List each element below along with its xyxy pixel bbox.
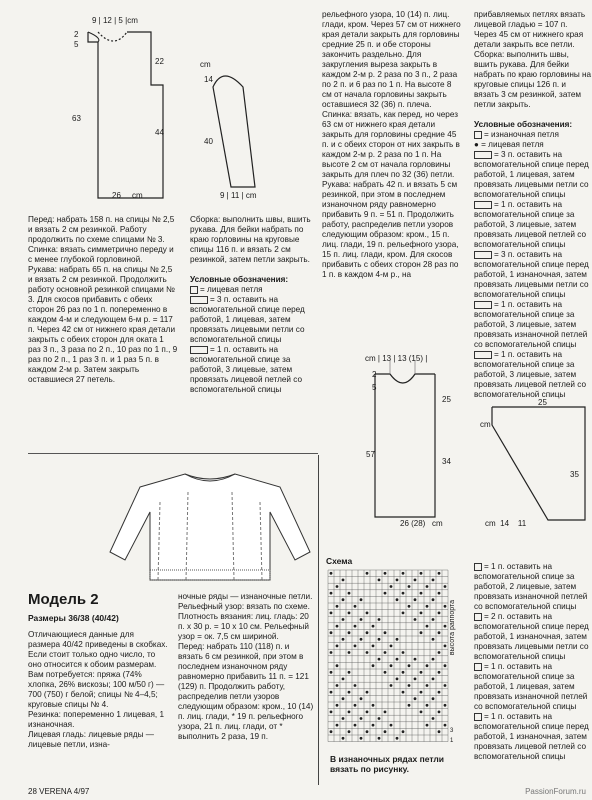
chart-knit-dot	[354, 704, 357, 707]
chart-knit-dot	[420, 631, 423, 634]
chart-knit-dot	[378, 737, 381, 740]
chart-knit-dot	[396, 678, 399, 681]
chart-knit-dot	[366, 691, 369, 694]
legend1-title: Условные обозначения:	[190, 275, 289, 284]
chart-knit-dot	[408, 704, 411, 707]
relief-pattern: Рельефный узор: вязать по схеме.	[178, 602, 310, 611]
chart-knit-dot	[414, 658, 417, 661]
chart-knit-dot	[426, 625, 429, 628]
model2-col2	[178, 592, 316, 742]
chart-knit-dot	[444, 605, 447, 608]
model-sizes: Размеры 36/38 (40/42)	[28, 613, 119, 623]
cable-back-icon	[474, 201, 492, 209]
chart-knit-dot	[330, 671, 333, 674]
front-top-labels: 9 | 12 | 5 |cm	[92, 16, 138, 25]
chart-knit-dot	[360, 618, 363, 621]
front-right-label-22: 22	[155, 57, 164, 66]
legend3-item-2: = 2 п. оставить на вспомогательной спице перед работой, 1 изнаночная, затем провязать лицевыми петли со вспомогательной спицы	[474, 612, 589, 661]
chart-knit-dot	[420, 612, 423, 615]
chart-knit-dot	[360, 737, 363, 740]
chart-knit-dot	[390, 585, 393, 588]
chart-knit-dot	[336, 704, 339, 707]
col3-top-text	[322, 10, 462, 280]
chart-knit-dot	[354, 605, 357, 608]
chart-knit-dot	[330, 651, 333, 654]
section-divider	[28, 453, 318, 454]
chart-knit-dot	[336, 625, 339, 628]
chart-knit-dot	[432, 618, 435, 621]
chart-knit-dot	[438, 572, 441, 575]
legend2-item-5: = 3 п. оставить на вспомогательной спице перед работой, 1 изнаночная, затем провязать лицевыми петли со вспомогательной спицы	[474, 250, 589, 299]
col1-top-text	[28, 215, 178, 385]
chart-knit-dot	[342, 697, 345, 700]
sleeves2-continued: прибавляемых петлях вязать лицевой гладью = 107 п. Через 45 см от нижнего края детали закрыть все петли.	[474, 10, 586, 49]
chart-knit-dot	[336, 605, 339, 608]
chart-knit-dot	[408, 585, 411, 588]
chart-knit-dot	[414, 579, 417, 582]
twist-left-icon	[474, 663, 482, 671]
chart-knit-dot	[438, 592, 441, 595]
chart-knit-dot	[414, 678, 417, 681]
sleeve2-right-label: 35	[570, 470, 579, 479]
chart-knit-dot	[330, 572, 333, 575]
chart-knit-dot	[432, 697, 435, 700]
chart-knit-dot	[444, 664, 447, 667]
row-number-3: 3	[450, 728, 454, 734]
chart-knit-dot	[444, 585, 447, 588]
materials: Вам потребуется: пряжа (74% хлопка, 26% вискозы; 100 м/50 г) — 700 (750) г белой; спицы № 4–4,5; круговые спицы № 4.	[28, 670, 165, 709]
chart-knit-dot	[432, 579, 435, 582]
cable-back-purl-icon	[474, 301, 492, 309]
legend2-item-3: = 3 п. оставить на вспомогательной спице перед работой, 1 лицевая, затем провязать лицевыми петли со вспомогательной спицы	[474, 150, 589, 199]
chart-knit-dot	[426, 605, 429, 608]
front2-left-label-57: 57	[366, 450, 375, 459]
legend3-item-3: = 1 п. оставить на вспомогательной спице за работой, 1 лицевая, затем провязать изнаночной петлей со вспомогательной спицы	[474, 662, 588, 711]
chart-knit-dot	[366, 612, 369, 615]
sleeves-instructions: Рукава: набрать 65 п. на спицы № 2,5 и вязать 2 см резинкой. Продолжить работу основной резинкой спицами № 3. Для скосов прибавить с обеих сторон 26 раз по 1 п. попеременно в каждом 4-м и следующем 6-м р. = 117 п. Через 42 см от нижнего края детали закрыть с обеих сторон для оката 1 раз 3 п., 3 раза по 2 п., 10 раз по 1 п., 9 раз по 2 п., 1 раз 3 п. и 1 раз 5 п. в каждом 2-м р. Затем закрыть оставшиеся 27 петель.	[28, 265, 178, 384]
sweater-illustration	[100, 462, 320, 587]
chart-knit-dot	[420, 592, 423, 595]
chart-knit-dot	[426, 684, 429, 687]
chart-knit-dot	[378, 658, 381, 661]
chart-knit-dot	[354, 645, 357, 648]
chart-knit-dot	[438, 612, 441, 615]
chart-knit-dot	[402, 651, 405, 654]
chart-knit-dot	[330, 592, 333, 595]
chart-knit-dot	[438, 671, 441, 674]
sleeve-label-40: 40	[204, 137, 213, 146]
chart-knit-dot	[348, 730, 351, 733]
sleeve-unit: cm	[200, 60, 211, 69]
chart-knit-dot	[372, 704, 375, 707]
chart-knit-dot	[330, 730, 333, 733]
chart-knit-dot	[342, 618, 345, 621]
assembly-instructions: Сборка: выполнить швы, вшить рукава. Для бейки набрать по краю горловины на круговые спицы 116 п. и вязать 2 см резинкой, затем петли закрыть.	[190, 215, 311, 264]
chart-knit-dot	[444, 724, 447, 727]
front2-right-label-25: 25	[442, 395, 451, 404]
chart-knit-dot	[396, 737, 399, 740]
cable-front-icon	[474, 151, 492, 159]
chart-knit-dot	[366, 651, 369, 654]
front-continued: рельефного узора, 10 (14) п. лиц. глади, кром. Через 57 см от нижнего края детали закрыть для горловины средние 25 п. и обе стороны закончить раздельно. Для закругления выреза закрыть в каждом 2-м р. 2 раза по 3 п., 2 раза по 2 п. и 6 раз по 1 п. На высоте 8 см от начала горловины закрыть оставшиеся 32 (36) п. плеча.	[322, 10, 461, 109]
chart-knit-dot	[366, 711, 369, 714]
chart-knit-dot	[438, 631, 441, 634]
chart-knit-dot	[360, 638, 363, 641]
schema-title: Схема	[326, 556, 353, 566]
chart-knit-dot	[402, 730, 405, 733]
chart-knit-dot	[342, 638, 345, 641]
front2-right-label-34: 34	[442, 457, 451, 466]
knit-dot-icon: ●	[474, 140, 479, 149]
chart-knit-dot	[348, 612, 351, 615]
chart-knit-dot	[372, 724, 375, 727]
front-pattern-diagram	[70, 10, 180, 210]
chart-knit-dot	[444, 684, 447, 687]
chart-knit-dot	[384, 671, 387, 674]
chart-knit-dot	[372, 645, 375, 648]
chart-knit-dot	[432, 658, 435, 661]
chart-knit-dot	[426, 704, 429, 707]
chart-knit-dot	[402, 612, 405, 615]
chart-knit-dot	[420, 671, 423, 674]
chart-knit-dot	[342, 598, 345, 601]
cable-front-purl-icon	[474, 251, 492, 259]
cable-back-knit-icon	[474, 351, 492, 359]
chart-knit-dot	[378, 638, 381, 641]
cross-right-purl-icon	[474, 613, 482, 621]
front-bottom-label: 26 cm	[112, 191, 143, 200]
chart-knit-dot	[432, 717, 435, 720]
legend1-item-2: = 3 п. оставить на вспомогательной спице перед работой, 1 лицевая, затем провязать лицевыми петли со вспомогательной спицы	[190, 295, 305, 344]
chart-knit-dot	[438, 711, 441, 714]
stitch-chart	[326, 568, 466, 748]
legend1-item-1: = лицевая петля	[190, 285, 315, 295]
repeat-height-label: высота раппорта	[449, 600, 456, 656]
front2-left-label-5: 5	[372, 383, 377, 392]
chart-knit-dot	[330, 711, 333, 714]
front2-top-labels: cm | 13 | 13 (15) |	[365, 354, 428, 363]
chart-knit-dot	[336, 645, 339, 648]
chart-knit-dot	[330, 691, 333, 694]
col2-top-text	[190, 215, 315, 395]
chart-knit-dot	[438, 691, 441, 694]
chart-knit-dot	[426, 724, 429, 727]
chart-knit-dot	[414, 598, 417, 601]
chart-knit-dot	[354, 684, 357, 687]
chart-knit-dot	[408, 605, 411, 608]
front-left-label-2: 2	[74, 30, 79, 39]
chart-knit-dot	[408, 664, 411, 667]
chart-knit-dot	[396, 658, 399, 661]
chart-knit-dot	[426, 664, 429, 667]
gauge: Плотность вязания: лиц. гладь: 20 п. х 30 р. = 10 х 10 см. Рельефный узор = ок. 7,5 см шириной.	[178, 612, 309, 641]
chart-knit-dot	[354, 625, 357, 628]
legend3-item-1: = 1 п. оставить на вспомогательной спице за работой, 2 лицевые, затем провязать изнаночной петлей со вспомогательной спицы	[474, 562, 588, 611]
chart-knit-dot	[342, 717, 345, 720]
chart-knit-dot	[390, 645, 393, 648]
chart-knit-dot	[384, 651, 387, 654]
chart-knit-dot	[378, 717, 381, 720]
legend2-item-1: = изнаночная петля	[474, 130, 592, 140]
chart-knit-dot	[396, 598, 399, 601]
chart-knit-dot	[360, 598, 363, 601]
sleeve-bottom-labels: 9 | 11 | cm	[220, 191, 257, 200]
chart-knit-dot	[402, 691, 405, 694]
front-left-label-5: 5	[74, 40, 79, 49]
chart-knit-dot	[402, 592, 405, 595]
chart-knit-dot	[348, 691, 351, 694]
back2-instructions: Спинка: вязать, как перед, но через 63 см от нижнего края детали закрыть для горловины средние 45 п. и с обеих сторон от них закрыть в каждом 2-м р. 2 раза по 1 п. На высоте 2 см от начала горловины закрыть для плеч по 32 (36) петли.	[322, 110, 460, 179]
legend2-item-4: = 1 п. оставить на вспомогательной спице за работой, 3 лицевые, затем провязать лицевой петлей со вспомогательной спицы	[474, 200, 587, 249]
front2-bottom-label: 26 (28) cm	[400, 519, 443, 528]
column-divider	[318, 455, 319, 785]
chart-knit-dot	[384, 572, 387, 575]
chart-knit-dot	[414, 697, 417, 700]
chart-knit-dot	[348, 651, 351, 654]
chart-knit-dot	[348, 671, 351, 674]
chart-knit-dot	[366, 730, 369, 733]
chart-knit-dot	[384, 631, 387, 634]
chart-knit-dot	[402, 572, 405, 575]
chart-knit-dot	[396, 579, 399, 582]
chart-knit-dot	[378, 618, 381, 621]
chart-knit-dot	[432, 598, 435, 601]
sleeves2-instructions: Рукава: набрать 42 п. и вязать 5 см резинкой, при этом в последнем изнаночном ряду равномерно прибавить 9 п. = 51 п. Продолжить работу, распределив петли узоров следующим образом: кром., 15 п. лиц. глади, 19 п. рельефного узора, 15 п. лиц. глади, кром. Для скосов прибавить с обеих сторон 28 раз по 1 п. в каждом 4-м р., на	[322, 180, 459, 279]
cable-back-icon	[190, 346, 208, 354]
chart-knit-dot	[372, 625, 375, 628]
chart-knit-dot	[438, 651, 441, 654]
chart-knit-dot	[342, 579, 345, 582]
chart-knit-dot	[426, 585, 429, 588]
front-instructions: Перед: набрать 158 п. на спицы № 2,5 и вязать 2 см резинкой. Работу продолжить по схеме спицами № 3.	[28, 215, 175, 244]
chart-knit-dot	[348, 592, 351, 595]
chart-knit-dot	[366, 572, 369, 575]
front2-pattern-diagram	[335, 352, 455, 532]
chart-knit-dot	[396, 638, 399, 641]
legend3	[474, 562, 592, 762]
sleeve2-unit: cm	[480, 420, 491, 429]
back-instructions: Спинка: вязать симметрично переду и с менее глубокой горловиной.	[28, 245, 174, 264]
sleeve2-bottom-labels: cm 14 11	[485, 519, 527, 528]
chart-knit-dot	[384, 711, 387, 714]
chart-knit-dot	[372, 664, 375, 667]
page-footer: 28 VERENA 4/97	[28, 787, 90, 796]
chart-knit-dot	[336, 664, 339, 667]
chart-knit-dot	[348, 631, 351, 634]
chart-knit-dot	[348, 711, 351, 714]
stockinette: Лицевая гладь: лицевые ряды — лицевые петли, изна-	[28, 730, 154, 749]
sleeve-label-14: 14	[204, 75, 213, 84]
chart-knit-dot	[402, 671, 405, 674]
chart-knit-dot	[432, 678, 435, 681]
legend2-item-6: = 1 п. оставить на вспомогательной спице за работой, 3 лицевые, затем провязать изнаночной петлей со вспомогательной спицы	[474, 300, 588, 349]
legend2-title: Условные обозначения:	[474, 120, 573, 129]
chart-knit-dot	[384, 730, 387, 733]
chart-knit-dot	[354, 724, 357, 727]
front-right-label-44: 44	[155, 128, 164, 137]
chart-knit-dot	[390, 664, 393, 667]
sizes-note: Отличающиеся данные для размера 40/42 приведены в скобках. Если стоит только одно число, то оно относится к обоим размерам.	[28, 630, 168, 669]
twist-right-icon	[474, 713, 482, 721]
chart-knit-dot	[342, 678, 345, 681]
chart-knit-dot	[336, 585, 339, 588]
col4-top-text	[474, 10, 592, 400]
rib-stitch: Резинка: попеременно 1 лицевая, 1 изнаночная.	[28, 710, 165, 729]
legend2-item-7: = 1 п. оставить на вспомогательной спице за работой, 3 лицевые, затем провязать лицевой петлей со вспомогательной спицы	[474, 350, 587, 399]
chart-knit-dot	[336, 684, 339, 687]
assembly2-instructions: Сборка: выполнить швы, вшить рукава. Для бейки набрать по краю горловины на круговые спицы 126 п. и вязать 3 см резинкой, затем петли закрыть.	[474, 50, 592, 109]
chart-knit-dot	[390, 684, 393, 687]
chart-knit-dot	[444, 645, 447, 648]
chart-knit-dot	[444, 704, 447, 707]
legend1-item-3: = 1 п. оставить на вспомогательной спице за работой, 3 лицевые, затем провязать лицевой петлей со вспомогательной спицы	[190, 345, 303, 394]
chart-knit-dot	[336, 724, 339, 727]
chart-knit-dot	[390, 724, 393, 727]
chart-knit-dot	[420, 691, 423, 694]
row-number-1: 1	[450, 738, 454, 744]
model-title: Модель 2	[28, 591, 99, 608]
chart-knit-dot	[360, 697, 363, 700]
purl-stitch-icon	[474, 131, 482, 139]
chart-knit-dot	[342, 737, 345, 740]
chart-knit-dot	[330, 612, 333, 615]
knit-stitch-icon	[190, 286, 198, 294]
schema-caption: В изнаночных рядах петли вязать по рисунку.	[330, 754, 445, 774]
chart-knit-dot	[438, 730, 441, 733]
cable-front-icon	[190, 296, 208, 304]
legend3-item-4: = 1 п. оставить на вспомогательной спице перед работой, 1 изнаночная, затем провязать лицевой петлей со вспомогательной спицы	[474, 712, 589, 761]
front2-left-label-2: 2	[372, 370, 377, 379]
chart-knit-dot	[378, 579, 381, 582]
legend2-item-2: ● = лицевая петля	[474, 140, 544, 149]
chart-knit-dot	[420, 711, 423, 714]
chart-knit-dot	[360, 717, 363, 720]
model2-col1	[28, 630, 168, 750]
watermark: PassionForum.ru	[525, 787, 586, 796]
chart-knit-dot	[408, 684, 411, 687]
chart-knit-dot	[432, 638, 435, 641]
front-left-label-63: 63	[72, 114, 81, 123]
chart-knit-dot	[420, 572, 423, 575]
sleeve2-pattern-diagram	[480, 395, 592, 530]
chart-knit-dot	[444, 625, 447, 628]
chart-knit-dot	[384, 592, 387, 595]
front2-instructions: Перед: набрать 110 (118) п. и вязать 6 см резинкой, при этом в последнем изнаночном ряду равномерно прибавить 11 п. = 121 (129) п. Продолжить работу, распределив петли узоров следующим образом: кром., 10 (14) п. лиц. глади, * 19 п. рельефного узора, 21 п. лиц. глади, от * выполнить 2 раза, 19 п.	[178, 642, 314, 741]
chart-knit-dot	[330, 631, 333, 634]
sleeve2-top-label: 25	[538, 398, 547, 407]
chart-knit-dot	[366, 631, 369, 634]
chart-knit-dot	[414, 618, 417, 621]
cross-left-purl-icon	[474, 563, 482, 571]
stockinette-cont: ночные ряды — изнаночные петли.	[178, 592, 313, 601]
